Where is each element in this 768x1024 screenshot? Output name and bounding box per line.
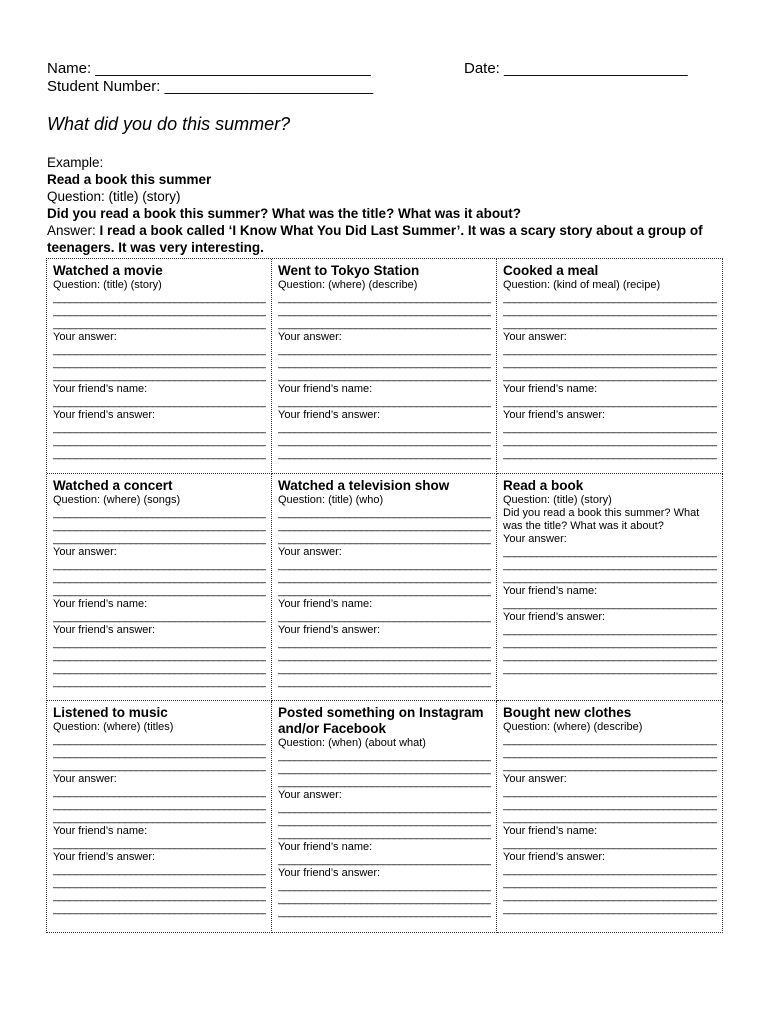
- blank-line[interactable]: [503, 734, 717, 747]
- blank-line[interactable]: [53, 637, 266, 650]
- your-answer-label: Your answer:: [278, 546, 342, 558]
- blank-line[interactable]: [503, 890, 717, 903]
- your-answer-label: Your answer:: [503, 773, 567, 785]
- blank-line[interactable]: [503, 318, 717, 331]
- blank-line[interactable]: [53, 370, 266, 383]
- blank-line[interactable]: [278, 292, 491, 305]
- blank-line[interactable]: [503, 786, 717, 799]
- blank-line[interactable]: [53, 890, 266, 903]
- example-activity: Read a book this summer: [47, 172, 212, 187]
- blank-line[interactable]: [278, 435, 491, 448]
- blank-line[interactable]: [278, 357, 491, 370]
- your-answer-label: Your answer:: [53, 331, 117, 343]
- blank-line[interactable]: [503, 903, 717, 916]
- example-question-text: Did you read a book this summer? What was the title? What was it about?: [47, 206, 522, 221]
- blank-line[interactable]: [53, 663, 266, 676]
- friend-answer-label: Your friend’s answer:: [503, 409, 606, 421]
- your-answer-label: Your answer:: [53, 546, 117, 558]
- blank-line[interactable]: [503, 877, 717, 890]
- student-number-row: [47, 78, 373, 96]
- blank-line[interactable]: [53, 559, 266, 572]
- blank-line[interactable]: [53, 838, 266, 851]
- blank-line[interactable]: [53, 585, 266, 598]
- blank-line[interactable]: [53, 344, 266, 357]
- blank-line[interactable]: [278, 305, 491, 318]
- blank-line[interactable]: [278, 906, 491, 919]
- example-label: Example:: [47, 155, 104, 170]
- blank-line[interactable]: [503, 370, 717, 383]
- blank-line[interactable]: [278, 750, 491, 763]
- blank-line[interactable]: [503, 624, 717, 637]
- blank-line[interactable]: [278, 893, 491, 906]
- cell-title: Bought new clothes: [503, 705, 632, 720]
- blank-line[interactable]: [503, 572, 717, 585]
- blank-line[interactable]: [503, 435, 717, 448]
- blank-line[interactable]: [53, 572, 266, 585]
- cell-title: Went to Tokyo Station: [278, 263, 420, 278]
- friend-name-label: Your friend’s name:: [53, 825, 148, 837]
- cell-question: Question: (where) (titles): [53, 721, 174, 733]
- activity-cell: [47, 701, 272, 933]
- blank-line[interactable]: [503, 637, 717, 650]
- friend-answer-label: Your friend’s answer:: [53, 409, 156, 421]
- blank-line[interactable]: [53, 877, 266, 890]
- blank-line[interactable]: [278, 650, 491, 663]
- blank-line[interactable]: [278, 637, 491, 650]
- friend-answer-label: Your friend’s answer:: [503, 611, 606, 623]
- blank-line[interactable]: [503, 663, 717, 676]
- friend-answer-label: Your friend’s answer:: [278, 867, 381, 879]
- friend-name-label: Your friend’s name:: [278, 841, 373, 853]
- blank-line[interactable]: [278, 854, 491, 867]
- activity-cell: [47, 259, 272, 474]
- blank-line[interactable]: [503, 760, 717, 773]
- cell-title: Watched a concert: [53, 478, 173, 493]
- blank-line[interactable]: [278, 318, 491, 331]
- friend-name-label: Your friend’s name:: [53, 598, 148, 610]
- cell-question: Question: (where) (describe): [278, 279, 418, 291]
- blank-line[interactable]: [278, 663, 491, 676]
- blank-line[interactable]: [503, 422, 717, 435]
- blank-line[interactable]: [53, 799, 266, 812]
- your-answer-label: Your answer:: [503, 533, 567, 545]
- blank-line[interactable]: [503, 799, 717, 812]
- blank-line[interactable]: [53, 422, 266, 435]
- friend-name-label: Your friend’s name:: [53, 383, 148, 395]
- friend-name-label: Your friend’s name:: [503, 825, 598, 837]
- name-row: [47, 60, 371, 78]
- blank-line[interactable]: [53, 396, 266, 409]
- blank-line[interactable]: [503, 344, 717, 357]
- date-row: [464, 60, 688, 78]
- blank-line[interactable]: [53, 903, 266, 916]
- blank-line[interactable]: [53, 734, 266, 747]
- friend-name-label: Your friend’s name:: [503, 383, 598, 395]
- activity-cell: [272, 474, 497, 701]
- blank-line[interactable]: [503, 546, 717, 559]
- blank-line[interactable]: [53, 747, 266, 760]
- cell-question: Question: (kind of meal) (recipe): [503, 279, 661, 291]
- blank-line[interactable]: [278, 572, 491, 585]
- blank-line[interactable]: [278, 422, 491, 435]
- activity-cell: [497, 701, 723, 933]
- blank-line[interactable]: [278, 776, 491, 789]
- blank-line[interactable]: [278, 880, 491, 893]
- blank-line[interactable]: [503, 838, 717, 851]
- activity-cell: [272, 259, 497, 474]
- blank-line[interactable]: [503, 598, 717, 611]
- example-answer: [47, 222, 727, 256]
- cell-title: Watched a television show: [278, 478, 450, 493]
- cell-question: Question: (where) (songs): [53, 494, 181, 506]
- blank-line[interactable]: [278, 763, 491, 776]
- blank-line[interactable]: [278, 828, 491, 841]
- activity-cell: [497, 474, 723, 701]
- name-label: Name:: [47, 60, 96, 77]
- friend-answer-label: Your friend’s answer:: [278, 409, 381, 421]
- blank-line[interactable]: [53, 357, 266, 370]
- blank-line[interactable]: [53, 507, 266, 520]
- cell-question: Question: (where) (describe): [503, 721, 643, 733]
- friend-name-label: Your friend’s name:: [278, 598, 373, 610]
- grid-row-3: [47, 701, 723, 933]
- grid-row-2: [47, 474, 723, 701]
- blank-line[interactable]: [278, 448, 491, 461]
- blank-line[interactable]: [278, 344, 491, 357]
- blank-line[interactable]: [53, 812, 266, 825]
- blank-line[interactable]: [53, 520, 266, 533]
- blank-line[interactable]: [278, 559, 491, 572]
- blank-line[interactable]: [53, 676, 266, 689]
- blank-line[interactable]: [503, 448, 717, 461]
- date-blank[interactable]: ______________________: [504, 60, 688, 77]
- blank-line[interactable]: [278, 370, 491, 383]
- blank-line[interactable]: [503, 396, 717, 409]
- blank-line[interactable]: [278, 507, 491, 520]
- your-answer-label: Your answer:: [503, 331, 567, 343]
- blank-line[interactable]: [53, 611, 266, 624]
- grid-row-1: [47, 259, 723, 474]
- blank-line[interactable]: [278, 611, 491, 624]
- cell-question: Question: (title) (who): [278, 494, 384, 506]
- friend-name-label: Your friend’s name:: [503, 585, 598, 597]
- blank-line[interactable]: [278, 533, 491, 546]
- blank-line[interactable]: [53, 435, 266, 448]
- your-answer-label: Your answer:: [278, 331, 342, 343]
- friend-answer-label: Your friend’s answer:: [503, 851, 606, 863]
- blank-line[interactable]: [278, 676, 491, 689]
- friend-answer-label: Your friend’s answer:: [53, 624, 156, 636]
- date-label: Date:: [464, 60, 505, 77]
- student-number-label: Student Number:: [47, 78, 165, 95]
- cell-question: Question: (title) (story): [53, 279, 162, 291]
- cell-title: Cooked a meal: [503, 263, 599, 278]
- your-answer-label: Your answer:: [278, 789, 342, 801]
- example-question-line: Question: (title) (story): [47, 189, 181, 204]
- blank-line[interactable]: [503, 864, 717, 877]
- blank-line[interactable]: [503, 559, 717, 572]
- blank-line[interactable]: [278, 396, 491, 409]
- cell-question: Question: (title) (story): [503, 494, 612, 506]
- blank-line[interactable]: [53, 448, 266, 461]
- activity-cell: [497, 259, 723, 474]
- blank-line[interactable]: [53, 533, 266, 546]
- blank-line[interactable]: [503, 305, 717, 318]
- blank-line[interactable]: [53, 292, 266, 305]
- worksheet-title: What did you do this summer?: [47, 114, 291, 134]
- blank-line[interactable]: [53, 786, 266, 799]
- cell-title: Read a book: [503, 478, 584, 493]
- activity-cell: [272, 701, 497, 933]
- cell-question-extra: Did you read a book this summer? What was the title? What was it about?: [503, 507, 700, 532]
- cell-title: Listened to music: [53, 705, 168, 720]
- blank-line[interactable]: [53, 650, 266, 663]
- cell-title: Posted something on Instagram and/or Facebook: [278, 705, 484, 736]
- blank-line[interactable]: [53, 760, 266, 773]
- blank-line[interactable]: [278, 802, 491, 815]
- student-number-blank[interactable]: _________________________: [164, 78, 374, 95]
- friend-answer-label: Your friend’s answer:: [278, 624, 381, 636]
- friend-name-label: Your friend’s name:: [278, 383, 373, 395]
- cell-question: Question: (when) (about what): [278, 737, 426, 749]
- blank-line[interactable]: [503, 357, 717, 370]
- activity-cell: [47, 474, 272, 701]
- blank-line[interactable]: [503, 747, 717, 760]
- example-answer-text: I read a book called ‘I Know What You Did Last Summer’. It was a scary story about a group of teenagers. It was very interesting.: [47, 223, 703, 255]
- blank-line[interactable]: [503, 292, 717, 305]
- your-answer-label: Your answer:: [53, 773, 117, 785]
- name-blank[interactable]: _________________________________: [95, 60, 371, 77]
- blank-line[interactable]: [278, 585, 491, 598]
- blank-line[interactable]: [53, 305, 266, 318]
- blank-line[interactable]: [53, 864, 266, 877]
- activity-grid: [46, 258, 723, 933]
- blank-line[interactable]: [53, 318, 266, 331]
- blank-line[interactable]: [503, 812, 717, 825]
- blank-line[interactable]: [503, 650, 717, 663]
- cell-title: Watched a movie: [53, 263, 163, 278]
- example-answer-label: Answer:: [47, 223, 100, 238]
- blank-line[interactable]: [278, 520, 491, 533]
- friend-answer-label: Your friend’s answer:: [53, 851, 156, 863]
- blank-line[interactable]: [278, 815, 491, 828]
